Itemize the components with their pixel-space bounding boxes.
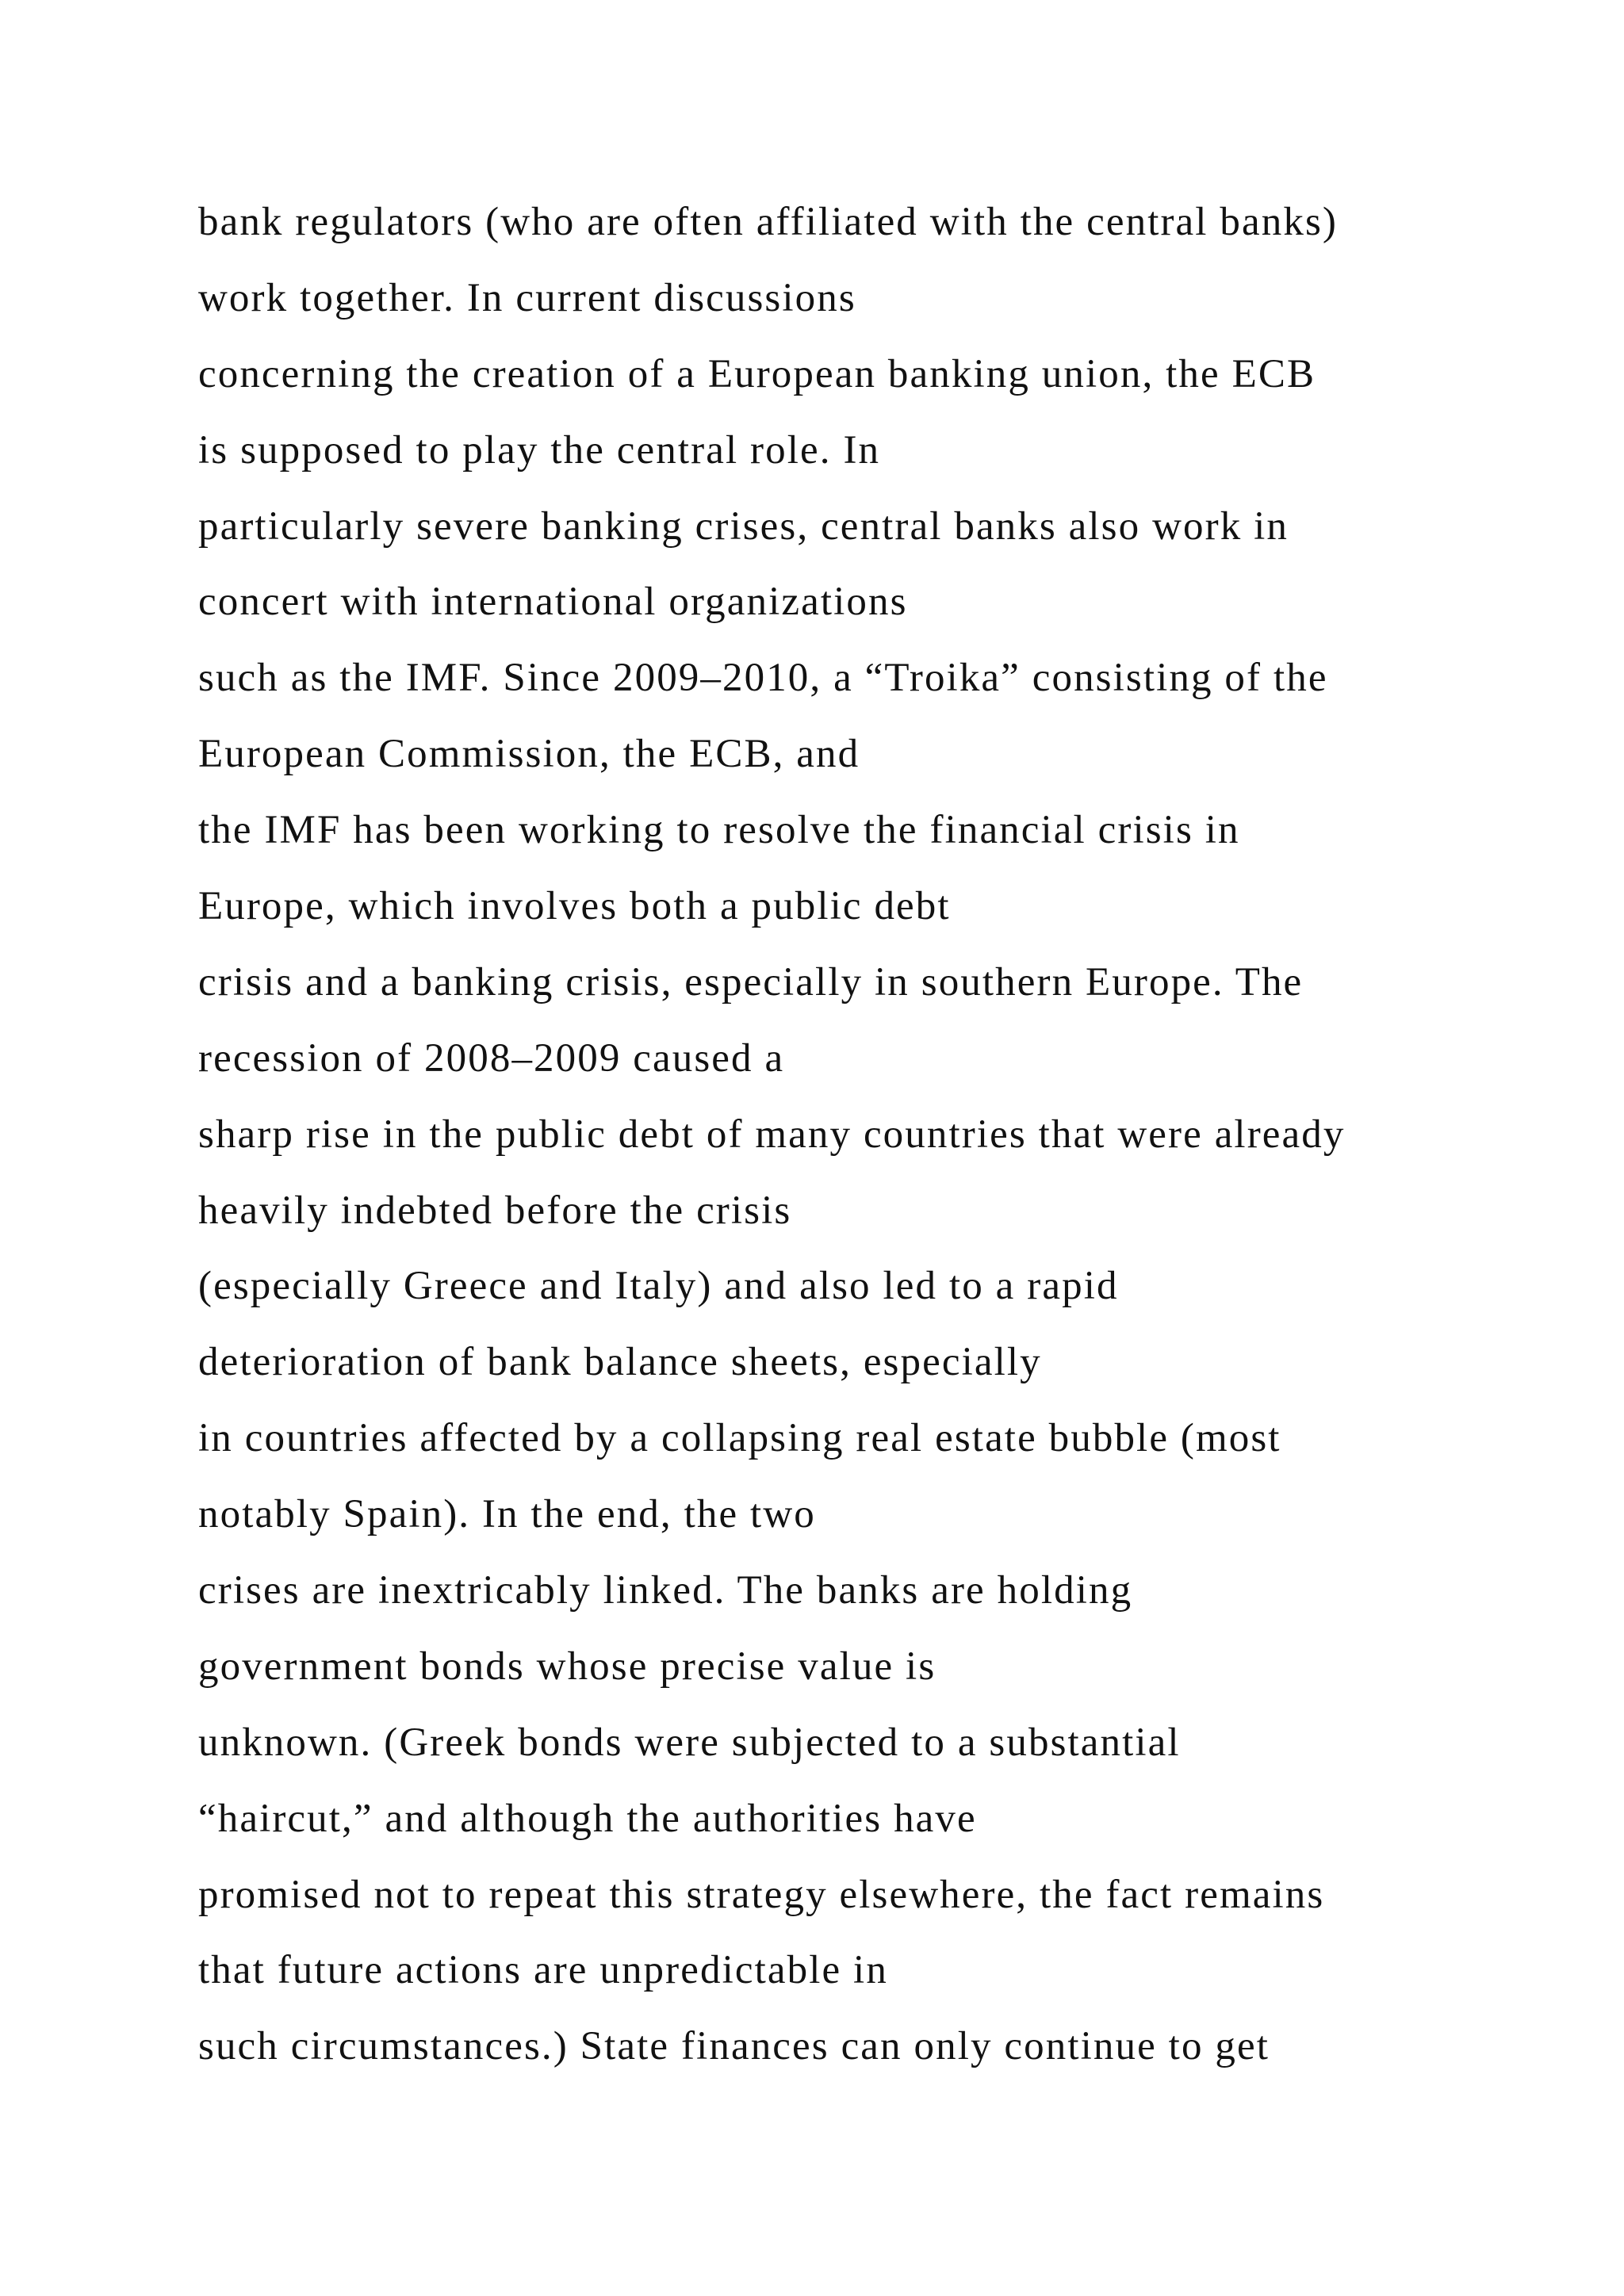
text-line-21: unknown. (Greek bonds were subjected to a substantial — [198, 1720, 1181, 1765]
text-line-17: in countries affected by a collapsing real estate bubble (most — [198, 1416, 1281, 1461]
text-line-10: Europe, which involves both a public debt — [198, 884, 951, 929]
text-line-13: sharp rise in the public debt of many countries that were already — [198, 1112, 1346, 1157]
text-line-22: “haircut,” and although the authorities have — [198, 1796, 977, 1841]
text-line-6: concert with international organizations — [198, 580, 908, 625]
text-line-12: recession of 2008–2009 caused a — [198, 1035, 785, 1081]
body-text — [198, 190, 1594, 2091]
text-line-16: deterioration of bank balance sheets, especially — [198, 1340, 1042, 1385]
text-line-4: is supposed to play the central role. In — [198, 427, 881, 473]
text-line-23: promised not to repeat this strategy elsewhere, the fact remains — [198, 1872, 1325, 1917]
text-line-3: concerning the creation of a European banking union, the ECB — [198, 351, 1316, 396]
text-line-19: crises are inextricably linked. The banks are holding — [198, 1568, 1133, 1613]
text-line-2: work together. In current discussions — [198, 275, 856, 320]
text-line-20: government bonds whose precise value is — [198, 1644, 936, 1689]
text-line-14: heavily indebted before the crisis — [198, 1188, 792, 1233]
text-line-1: bank regulators (who are often affiliated with the central banks) — [198, 200, 1338, 244]
text-line-25: such circumstances.) State finances can only continue to get — [198, 2024, 1270, 2069]
text-line-8: European Commission, the ECB, and — [198, 732, 860, 777]
text-line-24: that future actions are unpredictable in — [198, 1948, 888, 1993]
text-line-11: crisis and a banking crisis, especially in southern Europe. The — [198, 959, 1304, 1004]
text-line-18: notably Spain). In the end, the two — [198, 1492, 816, 1537]
text-line-15: (especially Greece and Italy) and also led to a rapid — [198, 1264, 1119, 1309]
text-line-5: particularly severe banking crises, central banks also work in — [198, 503, 1289, 549]
text-line-7: such as the IMF. Since 2009–2010, a “Troika” consisting of the — [198, 656, 1328, 701]
text-line-9: the IMF has been working to resolve the financial crisis in — [198, 808, 1240, 853]
